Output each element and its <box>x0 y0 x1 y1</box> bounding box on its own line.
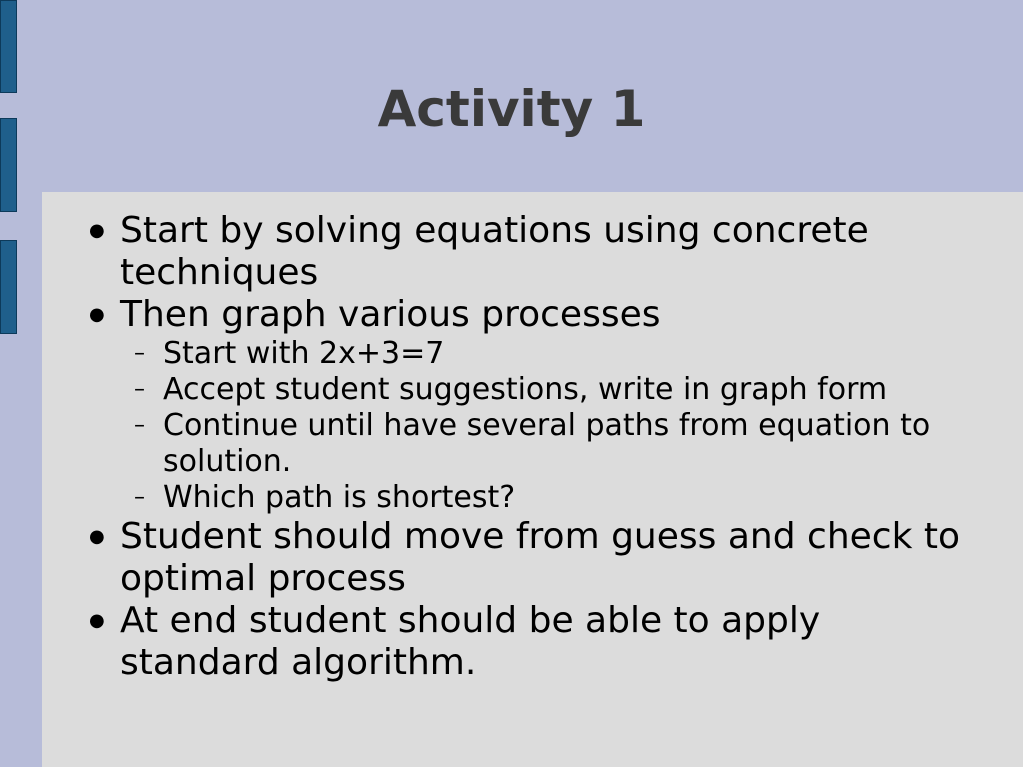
sub-bullet-text: Accept student suggestions, write in graph form <box>163 372 888 407</box>
sub-bullet-item <box>42 408 962 480</box>
bullet-item <box>42 516 962 600</box>
bullet-item <box>42 600 962 684</box>
bullet-item <box>42 294 962 516</box>
dash-icon: – <box>134 413 145 438</box>
sub-bullet-list <box>42 336 962 516</box>
bullet-text: Start by solving equations using concrete techniques <box>120 210 869 293</box>
content-panel <box>42 192 1023 767</box>
bullet-text: Student should move from guess and check to optimal process <box>120 516 961 599</box>
sub-bullet-text: Continue until have several paths from equation to solution. <box>163 408 931 479</box>
bullet-dot-icon: ● <box>89 220 105 241</box>
bullet-dot-icon: ● <box>89 304 105 325</box>
bullet-text: At end student should be able to apply standard algorithm. <box>120 600 821 683</box>
sub-bullet-text: Start with 2x+3=7 <box>163 336 445 371</box>
decorative-side-bar-bottom <box>0 240 17 334</box>
dash-icon: – <box>134 341 145 366</box>
slide-title: Activity 1 <box>377 80 646 138</box>
sub-bullet-item <box>42 336 962 372</box>
sub-bullet-item <box>42 372 962 408</box>
dash-icon: – <box>134 485 145 510</box>
bullet-item <box>42 210 962 294</box>
bullet-list <box>42 210 962 684</box>
bullet-dot-icon: ● <box>89 610 105 631</box>
bullet-text: Then graph various processes <box>120 294 661 335</box>
dash-icon: – <box>134 377 145 402</box>
sub-bullet-text: Which path is shortest? <box>163 480 516 515</box>
bullet-dot-icon: ● <box>89 526 105 547</box>
decorative-side-bar-top <box>0 0 17 93</box>
sub-bullet-item <box>42 480 962 516</box>
